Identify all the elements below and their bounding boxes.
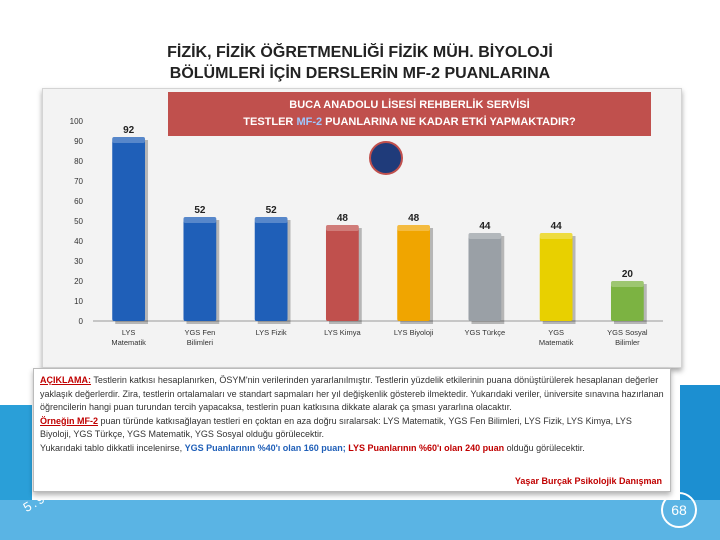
page-number: 68	[661, 492, 697, 528]
y-tick-label: 100	[69, 117, 83, 126]
bar-top-highlight	[183, 217, 216, 223]
decorative-bottom-band	[0, 500, 720, 540]
chart-panel	[42, 88, 682, 368]
bar	[255, 217, 288, 321]
bar	[468, 233, 501, 321]
y-tick-label: 80	[74, 157, 83, 166]
category-label: YGS Fen	[184, 328, 216, 337]
chart-banner	[168, 92, 651, 136]
bar-top-highlight	[326, 225, 359, 231]
category-label: LYS Fizik	[255, 328, 287, 337]
banner-line2-post: PUANLARINA NE KADAR ETKİ YAPMAKTADIR?	[322, 116, 576, 128]
data-label: 52	[265, 205, 277, 216]
category-label: Bilimler	[615, 338, 640, 347]
bar	[112, 137, 145, 321]
slide-title	[60, 42, 660, 84]
category-label: Matematik	[538, 338, 574, 347]
y-tick-label: 30	[74, 257, 83, 266]
bar-top-highlight	[611, 281, 644, 287]
note-signature: Yaşar Burçak Psikolojik Danışman	[514, 475, 662, 486]
category-label: LYS	[121, 328, 136, 337]
category-label: YGS	[548, 328, 565, 337]
banner-line2-highlight: MF-2	[296, 116, 323, 128]
y-tick-label: 90	[74, 137, 83, 146]
bar	[326, 225, 359, 321]
banner-line2	[168, 114, 651, 131]
slide-title-line1: FİZİK, FİZİK ÖĞRETMENLİĞİ FİZİK MÜH. BİYOLOJİ	[167, 44, 553, 61]
y-tick-label: 40	[74, 237, 83, 246]
decorative-strip	[0, 405, 32, 505]
slide-title-line2: BÖLÜMLERİ İÇİN DERSLERİN MF-2 PUANLARINA	[169, 65, 551, 82]
y-tick-label: 0	[78, 317, 83, 326]
banner-line1: BUCA ANADOLU LİSESİ REHBERLİK SERVİSİ	[289, 99, 530, 111]
banner-line2-pre: TESTLER	[243, 116, 297, 128]
note-example-label: Örneğin MF-2	[40, 415, 98, 426]
bar	[540, 233, 573, 321]
category-label: LYS Kimya	[324, 328, 361, 337]
y-tick-label: 50	[74, 217, 83, 226]
note-paragraph-2: puan türünde katkısağlayan testleri en çoktan en aza doğru sıralarsak: LYS Matematik, YGS Fen Bilimleri, LYS Fizik, LYS Kimya, LYS Biyoloji, YGS Türkçe, YGS Matematik, YGS Sosyal olduğu görülecektir.	[40, 415, 632, 439]
data-label: 20	[621, 269, 633, 280]
data-label: 48	[336, 213, 348, 224]
explanation-panel	[33, 368, 671, 492]
note-paragraph-1: Testlerin katkısı hesaplanırken, ÖSYM'nin verilerinden yararlanılmıştır. Testlerin yüzdelik etkilerinin puana dönüştürülerek hesaplanan değerler yaklaşık değerlerdir. Zira, testlerin ortalamaları ve standart sapmaları her yıl değişkenlik göstereb ilmektedir. Yukarıdaki veriler, üniversite sınavına hazırlanan öğrencilerin hangi puan turundan tercih yapacaksa, testlerin puan katkısına dikkate alarak ça şması yararlına olacaktır.	[40, 375, 664, 412]
category-label: Bilimleri	[186, 338, 213, 347]
bar-top-highlight	[540, 233, 573, 239]
note-p3-post: olduğu görülecektir.	[504, 442, 585, 453]
data-label: 52	[194, 205, 206, 216]
bar	[183, 217, 216, 321]
bar-top-highlight	[397, 225, 430, 231]
note-p3-pre: Yukarıdaki tablo dikkatli incelenirse,	[40, 442, 185, 453]
data-label: 92	[123, 125, 135, 136]
category-label: YGS Türkçe	[464, 328, 506, 337]
category-label: LYS Biyoloji	[393, 328, 434, 337]
bar	[397, 225, 430, 321]
data-label: 48	[408, 213, 420, 224]
data-label: 44	[479, 221, 491, 232]
category-label: Matematik	[111, 338, 146, 347]
note-p3-ygs: YGS Puanlarının %40'ı olan 160 puan;	[184, 442, 346, 453]
y-tick-label: 60	[74, 197, 83, 206]
y-tick-label: 10	[74, 297, 83, 306]
y-tick-label: 20	[74, 277, 83, 286]
bar-top-highlight	[112, 137, 145, 143]
y-tick-label: 70	[74, 177, 83, 186]
school-logo-icon	[369, 141, 403, 175]
note-p3-lys: LYS Puanlarının %60'ı olan 240 puan	[348, 442, 505, 453]
note-heading: AÇIKLAMA:	[40, 375, 91, 385]
category-label: YGS Sosyal	[607, 328, 648, 337]
bar-top-highlight	[468, 233, 501, 239]
data-label: 44	[550, 221, 562, 232]
bar-top-highlight	[255, 217, 288, 223]
